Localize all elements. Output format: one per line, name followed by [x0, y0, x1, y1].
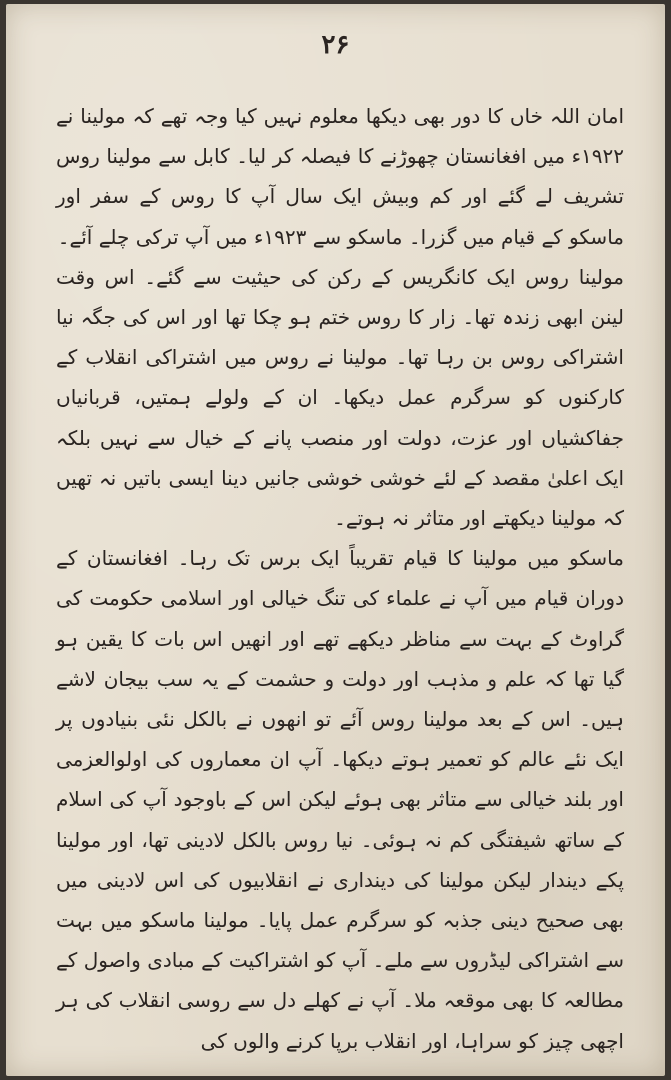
paragraph-2: مولینا روس ایک کانگریس کے رکن کی حیثیت سے گئے۔ اس وقت لینن ابھی زندہ تھا۔ زار کا روس ختم ہو چکا تھا اور اس کی جگہ نیا اشتراکی روس بن رہا تھا۔ مولینا نے روس میں اشتراکی انقلاب کے کارکنوں کو سرگرم عمل دیکھا۔ ان کے ولولے ہمتیں، قربانیاں جفاکشیاں اور عزت، دولت اور منصب پانے کے خیال سے نہیں بلکہ ایک اعلیٰ مقصد کے لئے خوشی خوشی جانیں دینا ایسی باتیں نہ تھیں کہ مولینا دیکھتے اور متاثر نہ ہوتے۔ — [56, 264, 624, 531]
page-body-text — [56, 96, 624, 1061]
paragraph-1: امان اللہ خاں کا دور بھی دیکھا معلوم نہیں کیا وجہ تھے کہ مولینا نے ۱۹۲۲ء میں افغانستان چھوڑنے کا فیصلہ کر لیا۔ کابل سے مولینا روس تشریف لے گئے اور کم وبیش ایک سال آپ کا روس کے سفر اور ماسکو کے قیام میں گزرا۔ ماسکو سے ۱۹۲۳ء میں آپ ترکی چلے آئے۔ — [56, 104, 624, 249]
paragraph-3: ماسکو میں مولینا کا قیام تقریباً ایک برس تک رہا۔ افغانستان کے دوران قیام میں آپ نے علماء کی تنگ خیالی اور اسلامی حکومت کی گراوٹ کے بہت سے مناظر دیکھے تھے اور انھیں اس بات کا یقین ہو گیا تھا کہ علم و مذہب اور دولت و حشمت کے یہ سب بیجان لاشے ہیں۔ اس کے بعد مولینا روس آئے تو انھوں نے بالکل نئی بنیادوں پر ایک نئے عالم کو تعمیر ہوتے دیکھا۔ آپ ان معماروں کی اولوالعزمی اور بلند خیالی سے متاثر بھی ہوئے لیکن اس کے باوجود آپ کی اسلام کے ساتھ شیفتگی کم نہ ہوئی۔ نیا روس بالکل لادینی تھا، اور مولینا پکے دیندار لیکن مولینا کی دینداری نے انقلابیوں کی اس لادینی میں بھی صحیح دینی جذبہ کو سرگرم عمل پایا۔ مولینا ماسکو میں بہت سے اشتراکی لیڈروں سے ملے۔ آپ کو اشتراکیت کے مبادی واصول کے مطالعہ کا بھی موقعہ ملا۔ آپ نے کھلے دل سے روسی انقلاب کی ہر اچھی چیز کو سراہا، اور انقلاب برپا کرنے والوں کی — [56, 546, 624, 1053]
book-page — [6, 4, 665, 1076]
page-number: ۲۶ — [321, 30, 350, 60]
